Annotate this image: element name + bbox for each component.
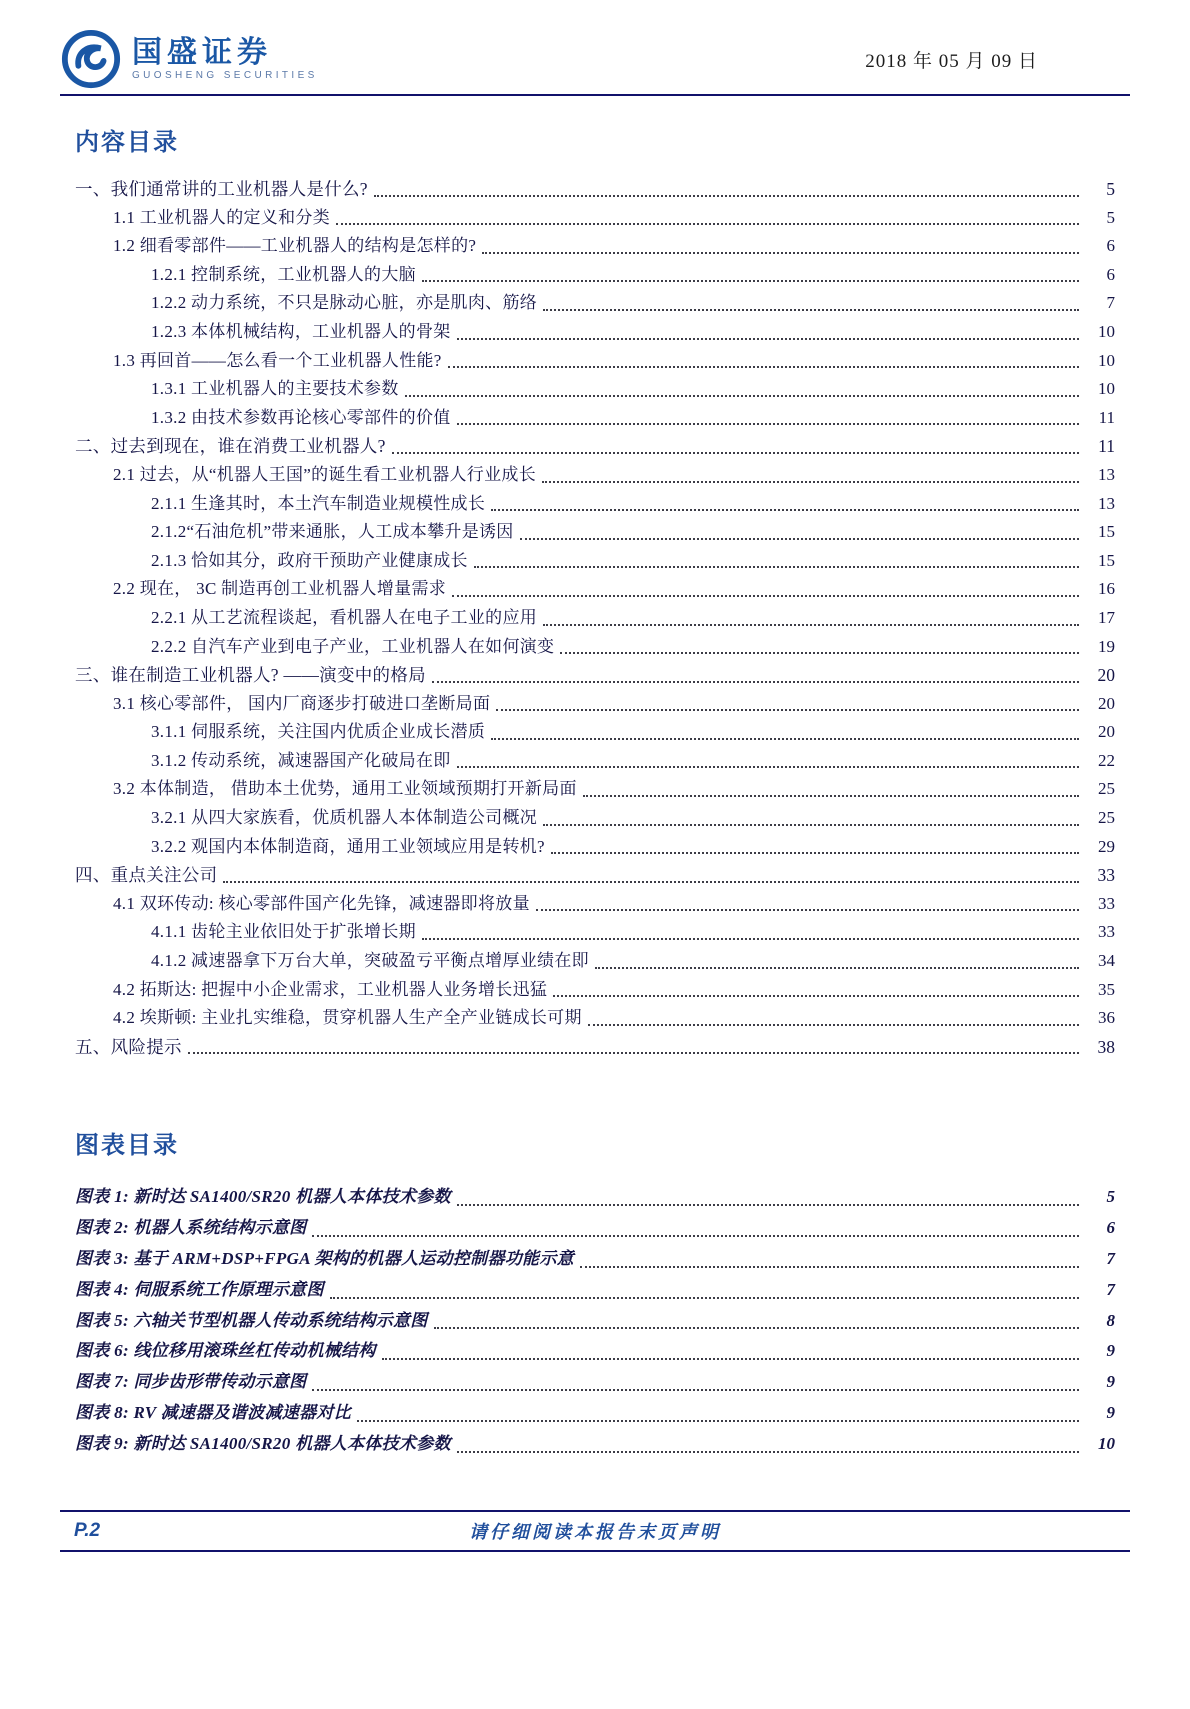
- toc-entry[interactable]: [75, 232, 1115, 261]
- dot-leader: [457, 766, 1079, 768]
- toc-entry-page: 29: [1098, 836, 1115, 856]
- figures-list: [75, 1182, 1115, 1459]
- dot-leader: [336, 223, 1079, 225]
- figure-entry-label: 图表 6: 线位移用滚珠丝杠传动机械结构: [75, 1341, 376, 1361]
- toc-entry[interactable]: [75, 204, 1115, 233]
- toc-entry[interactable]: [75, 1004, 1115, 1033]
- toc-entry-page: 25: [1098, 779, 1115, 799]
- document-page: [0, 26, 1190, 1709]
- figure-entry-page: 7: [1106, 1249, 1115, 1268]
- dot-leader: [432, 681, 1079, 683]
- toc-entry-label: 1.2 细看零部件——工业机器人的结构是怎样的?: [113, 236, 477, 256]
- toc-entry-label: 4.1 双环传动: 核心零部件国产化先锋，减速器即将放量: [113, 893, 530, 913]
- toc-entry[interactable]: [75, 890, 1115, 919]
- toc-entry[interactable]: [75, 804, 1115, 833]
- toc-entry-label: 一、我们通常讲的工业机器人是什么?: [75, 179, 368, 199]
- toc-entry-page: 6: [1106, 264, 1115, 284]
- toc-entry[interactable]: [75, 833, 1115, 862]
- footer-divider-bottom: [60, 1550, 1130, 1552]
- figure-entry-label: 图表 5: 六轴关节型机器人传动系统结构示意图: [75, 1310, 428, 1330]
- dot-leader: [392, 452, 1079, 454]
- toc-entry-label: 四、重点关注公司: [75, 865, 218, 886]
- header-divider: [60, 94, 1130, 96]
- toc-entry-page: 22: [1098, 750, 1115, 770]
- toc-entry[interactable]: [75, 918, 1115, 947]
- dot-leader: [536, 909, 1079, 911]
- toc-entry-page: 25: [1098, 808, 1115, 828]
- toc-list: [75, 175, 1115, 1061]
- toc-entry-page: 20: [1098, 693, 1115, 713]
- figures-title: 图表目录: [75, 1133, 179, 1160]
- dot-leader: [482, 252, 1079, 254]
- toc-entry-label: 3.2.2 观国内本体制造商，通用工业领域应用是转机?: [151, 836, 545, 856]
- dot-leader: [374, 195, 1079, 197]
- figure-entry-label: 图表 4: 伺服系统工作原理示意图: [75, 1279, 324, 1299]
- toc-entry-label: 3.1.2 传动系统，减速器国产化破局在即: [151, 750, 451, 770]
- toc-entry-label: 4.1.2 减速器拿下万台大单，突破盈亏平衡点增厚业绩在即: [151, 951, 589, 971]
- toc-entry-label: 4.2 埃斯顿: 主业扎实维稳，贯穿机器人生产全产业链成长可期: [113, 1008, 582, 1028]
- toc-entry-label: 1.2.1 控制系统，工业机器人的大脑: [151, 264, 416, 284]
- figure-entry[interactable]: [75, 1429, 1115, 1460]
- dot-leader: [543, 309, 1079, 311]
- toc-entry[interactable]: [75, 347, 1115, 376]
- dot-leader: [491, 738, 1079, 740]
- toc-entry[interactable]: [75, 518, 1115, 547]
- toc-entry[interactable]: [75, 604, 1115, 633]
- toc-entry-label: 二、过去到现在，谁在消费工业机器人?: [75, 436, 386, 457]
- toc-entry-page: 16: [1098, 579, 1115, 599]
- toc-entry-page: 20: [1098, 722, 1115, 742]
- dot-leader: [457, 338, 1079, 340]
- toc-entry[interactable]: [75, 375, 1115, 404]
- toc-entry-page: 20: [1097, 665, 1115, 686]
- dot-leader: [457, 423, 1079, 425]
- toc-entry-label: 1.3.1 工业机器人的主要技术参数: [151, 379, 399, 399]
- toc-entry-page: 33: [1098, 893, 1115, 913]
- toc-entry-page: 7: [1106, 293, 1115, 313]
- toc-entry-label: 三、谁在制造工业机器人? ——演变中的格局: [75, 665, 426, 686]
- figure-entry-label: 图表 2: 机器人系统结构示意图: [75, 1218, 307, 1238]
- dot-leader: [520, 538, 1079, 540]
- toc-entry-label: 2.1.3 恰如其分，政府干预助产业健康成长: [151, 550, 468, 570]
- toc-entry-label: 五、风险提示: [75, 1036, 182, 1057]
- toc-entry[interactable]: [75, 861, 1115, 890]
- toc-entry[interactable]: [75, 575, 1115, 604]
- report-date: 2018 年 05 月 09 日: [865, 50, 1038, 72]
- toc-entry[interactable]: [75, 976, 1115, 1005]
- dot-leader: [588, 1024, 1079, 1026]
- page-number: P.2: [74, 1520, 101, 1541]
- toc-entry-label: 2.1 过去，从“机器人王国”的诞生看工业机器人行业成长: [113, 464, 536, 484]
- dot-leader: [583, 795, 1079, 797]
- dot-leader: [452, 595, 1079, 597]
- toc-entry[interactable]: [75, 547, 1115, 576]
- toc-entry[interactable]: [75, 404, 1115, 433]
- toc-entry-label: 4.2 拓斯达: 把握中小企业需求，工业机器人业务增长迅猛: [113, 979, 548, 999]
- toc-entry-page: 6: [1106, 236, 1115, 256]
- figure-entry[interactable]: [75, 1182, 1115, 1213]
- toc-entry-label: 2.2 现在， 3C 制造再创工业机器人增量需求: [113, 579, 447, 599]
- dot-leader: [496, 709, 1079, 711]
- toc-entry[interactable]: [75, 289, 1115, 318]
- toc-entry[interactable]: [75, 261, 1115, 290]
- toc-entry-page: 13: [1098, 464, 1115, 484]
- toc-entry[interactable]: [75, 432, 1115, 461]
- toc-entry[interactable]: [75, 718, 1115, 747]
- dot-leader: [474, 566, 1079, 568]
- figure-entry[interactable]: [75, 1306, 1115, 1337]
- toc-entry[interactable]: [75, 633, 1115, 662]
- brand-names: [132, 37, 318, 82]
- figure-entry-label: 图表 7: 同步齿形带传动示意图: [75, 1372, 307, 1392]
- toc-entry[interactable]: [75, 775, 1115, 804]
- toc-entry[interactable]: [75, 1033, 1115, 1062]
- dot-leader: [188, 1052, 1079, 1054]
- toc-entry-page: 36: [1098, 1008, 1115, 1028]
- toc-entry-page: 15: [1098, 522, 1115, 542]
- figure-entry-page: 9: [1106, 1341, 1115, 1361]
- toc-entry[interactable]: [75, 318, 1115, 347]
- toc-entry-page: 19: [1098, 636, 1115, 656]
- toc-entry-page: 10: [1098, 321, 1115, 341]
- toc-title: 内容目录: [75, 130, 179, 156]
- toc-entry-page: 34: [1098, 951, 1115, 971]
- toc-entry-page: 5: [1106, 179, 1115, 199]
- toc-entry-label: 1.1 工业机器人的定义和分类: [113, 207, 330, 227]
- dot-leader: [422, 938, 1079, 940]
- dot-leader: [543, 624, 1079, 626]
- toc-entry-label: 1.3.2 由技术参数再论核心零部件的价值: [151, 407, 451, 427]
- toc-entry-page: 11: [1098, 436, 1115, 457]
- dot-leader: [491, 509, 1079, 511]
- figure-entry-page: 10: [1098, 1433, 1115, 1453]
- toc-entry[interactable]: [75, 461, 1115, 490]
- toc-entry-page: 35: [1098, 979, 1115, 999]
- figure-entry-page: 5: [1106, 1187, 1115, 1207]
- figure-entry-label: 图表 1: 新时达 SA1400/SR20 机器人本体技术参数: [75, 1187, 451, 1207]
- page-content: [75, 122, 1115, 1460]
- toc-entry-label: 2.2.2 自汽车产业到电子产业，工业机器人在如何演变: [151, 636, 555, 656]
- toc-entry-label: 2.1.2“石油危机”带来通胀，人工成本攀升是诱因: [151, 522, 514, 542]
- dot-leader: [551, 852, 1079, 854]
- dot-leader: [357, 1420, 1079, 1422]
- toc-entry-page: 17: [1098, 607, 1115, 627]
- toc-entry-page: 10: [1098, 379, 1115, 399]
- report-header: [60, 26, 1130, 92]
- toc-entry[interactable]: [75, 175, 1115, 204]
- figure-entry-page: 6: [1106, 1218, 1115, 1238]
- dot-leader: [543, 824, 1079, 826]
- dot-leader: [312, 1389, 1079, 1391]
- dot-leader: [580, 1266, 1079, 1268]
- figure-entry[interactable]: [75, 1398, 1115, 1429]
- dot-leader: [312, 1235, 1079, 1237]
- toc-entry[interactable]: [75, 747, 1115, 776]
- toc-entry-label: 3.1.1 伺服系统，关注国内优质企业成长潜质: [151, 722, 486, 742]
- dot-leader: [542, 481, 1079, 483]
- figure-entry-page: 8: [1106, 1310, 1115, 1330]
- toc-entry-page: 33: [1098, 922, 1115, 942]
- brand-subtitle: GUOSHENG SECURITIES: [132, 70, 318, 81]
- figure-entry[interactable]: [75, 1244, 1115, 1275]
- toc-entry-page: 15: [1098, 550, 1115, 570]
- dot-leader: [457, 1451, 1079, 1453]
- brand-logo-icon: [60, 28, 122, 90]
- dot-leader: [330, 1297, 1079, 1299]
- figure-entry-page: 9: [1106, 1372, 1115, 1392]
- toc-entry-page: 33: [1097, 865, 1115, 886]
- dot-leader: [223, 881, 1079, 883]
- footer-row: [60, 1512, 1130, 1550]
- dot-leader: [595, 967, 1079, 969]
- dot-leader: [560, 652, 1079, 654]
- toc-entry-label: 1.3 再回首——怎么看一个工业机器人性能?: [113, 350, 442, 370]
- toc-entry-label: 2.1.1 生逢其时，本土汽车制造业规模性成长: [151, 493, 486, 513]
- dot-leader: [553, 995, 1079, 997]
- toc-entry-page: 13: [1098, 493, 1115, 513]
- toc-entry-label: 3.2.1 从四大家族看，优质机器人本体制造公司概况: [151, 808, 538, 828]
- figure-entry-page: 9: [1106, 1402, 1115, 1422]
- figure-entry-label: 图表 9: 新时达 SA1400/SR20 机器人本体技术参数: [75, 1433, 451, 1453]
- toc-entry[interactable]: [75, 661, 1115, 690]
- figure-entry-label: 图表 3: 基于 ARM+DSP+FPGA 架构的机器人运动控制器功能示意: [75, 1249, 574, 1268]
- dot-leader: [434, 1327, 1079, 1329]
- toc-entry-label: 3.1 核心零部件， 国内厂商逐步打破进口垄断局面: [113, 693, 491, 713]
- page-footer: [60, 1510, 1130, 1552]
- brand-name: 国盛证券: [132, 35, 272, 69]
- toc-entry-page: 10: [1098, 350, 1115, 370]
- toc-entry[interactable]: [75, 490, 1115, 519]
- toc-entry[interactable]: [75, 690, 1115, 719]
- dot-leader: [422, 280, 1079, 282]
- dot-leader: [448, 366, 1079, 368]
- figure-entry[interactable]: [75, 1213, 1115, 1244]
- toc-entry-label: 1.2.2 动力系统，不只是脉动心脏，亦是肌肉、筋络: [151, 293, 538, 313]
- figure-entry[interactable]: [75, 1275, 1115, 1306]
- footer-disclaimer: 请仔细阅读本报告末页声明: [469, 1522, 721, 1542]
- toc-entry-label: 2.2.1 从工艺流程谈起，看机器人在电子工业的应用: [151, 607, 538, 627]
- toc-entry-label: 4.1.1 齿轮主业依旧处于扩张增长期: [151, 922, 416, 942]
- toc-entry-page: 38: [1097, 1036, 1115, 1057]
- figure-entry[interactable]: [75, 1367, 1115, 1398]
- toc-entry-label: 3.2 本体制造， 借助本土优势，通用工业领域预期打开新局面: [113, 779, 577, 799]
- brand: [60, 28, 318, 90]
- toc-entry[interactable]: [75, 947, 1115, 976]
- dot-leader: [405, 395, 1079, 397]
- toc-entry-label: 1.2.3 本体机械结构，工业机器人的骨架: [151, 321, 451, 341]
- dot-leader: [382, 1358, 1079, 1360]
- dot-leader: [457, 1204, 1079, 1206]
- figure-entry[interactable]: [75, 1336, 1115, 1367]
- toc-entry-page: 11: [1098, 407, 1115, 427]
- toc-entry-page: 5: [1106, 207, 1115, 227]
- figure-entry-page: 7: [1106, 1279, 1115, 1299]
- figure-entry-label: 图表 8: RV 减速器及谐波减速器对比: [75, 1402, 351, 1422]
